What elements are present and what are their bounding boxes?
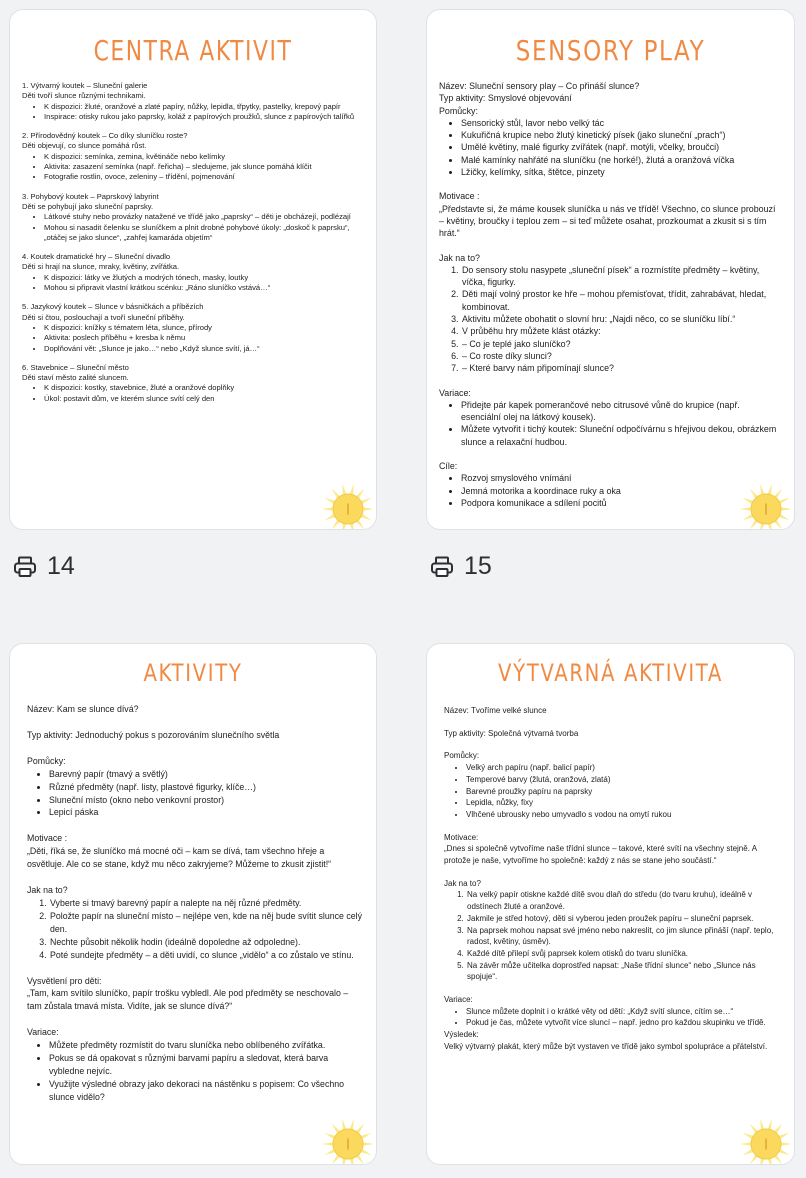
card-content	[10, 81, 376, 404]
list-item: • Pokud je čas, můžete vytvořit více sluncí – např. jedno pro každou skupinku ve třídě.	[466, 1017, 780, 1029]
section-subtitle: Děti staví město zalité sluncem.	[22, 373, 129, 383]
sun-ray	[781, 507, 790, 511]
page-number: 15	[464, 552, 492, 580]
sun-icon	[734, 477, 790, 529]
section-nazev	[444, 705, 780, 717]
section-list	[22, 152, 362, 183]
section-variace	[439, 387, 780, 448]
section-jak-na-to	[27, 884, 362, 961]
motivace-text: „Představte si, že máme kousek sluníčka u nás ve třídě! Všechno, co slunce probouzí – květiny, broučky i teplou zem – si teď můžete osahat, prozkoumat a zkusit si s tím hrát.“	[439, 203, 776, 239]
list-item: 1. Vyberte si tmavý barevný papír a nalepte na něj různé předměty.	[49, 897, 362, 910]
sun-ray	[768, 1119, 772, 1130]
list-item: • Pokus se dá opakovat s různými barvami papíru a sledovat, která barva vybledne nejvíc.	[49, 1052, 362, 1078]
cile-list	[439, 472, 780, 509]
section-jazykovy-koutek	[22, 302, 362, 353]
sun-ray	[350, 1119, 354, 1130]
pomucky-label: Pomůcky:	[27, 755, 66, 766]
section-cile	[439, 460, 780, 509]
steps-list	[27, 897, 362, 962]
list-item: • Jemná motorika a koordinace ruky a oka	[461, 485, 780, 497]
sun-ray	[781, 1142, 790, 1146]
card-title: AKTIVITY	[143, 659, 243, 687]
list-item: • Aktivita: poslech příběhu + kresba k němu	[44, 333, 362, 343]
list-item: • K dispozici: knížky s tématem léta, slunce, přírody	[44, 323, 362, 333]
list-item: • Inspirace: otisky rukou jako paprsky, koláž z papírových proužků, slunce z papírových talířků	[44, 112, 362, 122]
activity-name: Název: Tvoříme velké slunce	[444, 706, 547, 715]
list-item: • Barevné proužky papíru na paprsky	[466, 786, 780, 798]
list-item: 3. Nechte působit několik hodin (ideálně dopoledne až odpoledne).	[49, 936, 362, 949]
list-item: • Sensorický stůl, lavor nebo velký tác	[461, 117, 780, 129]
sun-ray	[363, 1142, 372, 1146]
section-subtitle: Děti tvoří slunce různými technikami.	[22, 91, 146, 101]
list-item: • Sluneční místo (okno nebo venkovní prostor)	[49, 794, 362, 807]
list-item: • Můžete předměty rozmístit do tvaru sluníčka nebo oblíbeného zvířátka.	[49, 1039, 362, 1052]
card-content	[427, 705, 794, 1053]
sun-icon	[734, 1112, 790, 1164]
section-subtitle: Děti si čtou, poslouchají a tvoří sluneční příběhy.	[22, 312, 185, 322]
section-subtitle: Děti se pohybují jako sluneční paprsky.	[22, 201, 154, 211]
section-heading: 2. Přírodovědný koutek – Co díky sluníčku roste?	[22, 131, 188, 141]
section-heading: 1. Výtvarný koutek – Sluneční galerie	[22, 81, 148, 90]
pomucky-list	[444, 762, 780, 821]
list-item: 1. Na velký papír otiskne každé dítě svou dlaň do středu (do tvaru kruhu), ideálně v odstínech žluté a oranžové.	[466, 889, 780, 912]
vysledek-label: Výsledek:	[444, 1030, 479, 1040]
sun-ray	[363, 507, 372, 511]
section-list	[22, 212, 362, 243]
section-heading: 6. Stavebnice – Sluneční město	[22, 362, 129, 372]
motivace-label: Motivace :	[27, 833, 68, 844]
motivace-text: „Děti, říká se, že sluníčko má mocné oči – kam se dívá, tam všechno hřeje a osvětluje. Ale co se stane, když mu něco zakryjeme? Můžeme to zkusit zjistit!“	[27, 846, 332, 870]
sun-icon	[316, 477, 372, 529]
sun-icon	[316, 1112, 372, 1164]
sun-ray	[768, 484, 772, 495]
activity-type: Typ aktivity: Jednoduchý pokus s pozorováním slunečního světla	[27, 729, 280, 740]
list-item: • Úkol: postavit dům, ve kterém slunce svítí celý den	[44, 394, 362, 404]
activity-type: Typ aktivity: Společná výtvarná tvorba	[444, 728, 579, 738]
motivace-label: Motivace :	[439, 191, 480, 202]
card-title: CENTRA AKTIVIT	[93, 34, 293, 67]
section-intro	[439, 80, 780, 178]
section-variace	[27, 1026, 362, 1103]
list-item: • Různé předměty (např. listy, plastové figurky, klíče…)	[49, 781, 362, 794]
sun-ray	[322, 1142, 333, 1146]
list-item: 4. Poté sundejte předměty – a děti uvidí, co slunce „vidělo“ a co zůstalo ve stínu.	[49, 949, 362, 962]
section-subtitle: Děti objevují, co slunce pomáhá růst.	[22, 141, 147, 151]
variace-label: Variace:	[27, 1027, 59, 1038]
list-item: 5. – Co je teplé jako sluníčko?	[461, 338, 780, 350]
pomucky-list	[27, 768, 362, 820]
page-indicator-14[interactable]	[13, 552, 75, 581]
list-item: • Velký arch papíru (např. balicí papír)	[466, 762, 780, 774]
list-item: • Můžete vytvořit i tichý koutek: Sluneční odpočívárnu s hřejivou dekou, obrázkem slunce a relaxační hudbou.	[461, 423, 780, 448]
card-content	[10, 703, 376, 1104]
list-item: • Mohou si připravit vlastní krátkou scénku: „Ráno sluníčko vstává…“	[44, 283, 362, 293]
list-item: • Kukuřičná krupice nebo žlutý kinetický písek (jako sluneční „prach“)	[461, 129, 780, 141]
activity-name: Název: Kam se slunce dívá?	[27, 704, 139, 714]
page-number: 14	[47, 552, 75, 580]
sun-ray	[350, 484, 354, 495]
section-heading: 4. Koutek dramatické hry – Sluneční divadlo	[22, 252, 171, 262]
section-pomucky	[27, 755, 362, 820]
list-item: 3. Aktivitu můžete obohatit o slovní hru: „Najdi něco, co se sluníčku líbí.“	[461, 313, 780, 325]
list-item: • Slunce můžete doplnit i o krátké věty od dětí: „Když svítí slunce, cítím se…“	[466, 1006, 780, 1018]
list-item: 7. – Které barvy nám připomínají slunce?	[461, 362, 780, 374]
section-list	[22, 383, 362, 404]
section-jak-na-to	[444, 878, 780, 983]
section-typ	[444, 728, 780, 740]
variace-label: Variace:	[444, 995, 473, 1005]
jak-label: Jak na to?	[439, 252, 480, 263]
section-list	[22, 102, 362, 123]
card-title: SENSORY PLAY	[515, 34, 706, 67]
page-card-17[interactable]	[426, 643, 795, 1165]
section-pohybovy-koutek	[22, 192, 362, 243]
variace-list	[444, 1006, 780, 1029]
vysvetleni-text: „Tam, kam svítilo sluníčko, papír trošku vybledl. Ale pod předměty se neschovalo – tam zůstala tmavá místa. Vidíte, jak se slunce dívá?“	[27, 988, 349, 1012]
steps-list	[444, 889, 780, 983]
steps-list	[439, 264, 780, 375]
list-item: • Temperové barvy (žlutá, oranžová, zlatá)	[466, 774, 780, 786]
list-item: 4. Každé dítě přilepí svůj paprsek kolem otisků do tvaru sluníčka.	[466, 948, 780, 960]
section-list	[22, 273, 362, 294]
section-heading: 3. Pohybový koutek – Paprskový labyrint	[22, 191, 159, 201]
sun-ray	[322, 507, 333, 511]
list-item: • Podpora komunikace a sdílení pocitů	[461, 497, 780, 509]
list-item: • K dispozici: látky ve žlutých a modrých tónech, masky, loutky	[44, 273, 362, 283]
section-vytvarny-koutek	[22, 81, 362, 122]
list-item: • Vlhčené ubrousky nebo umyvadlo s vodou na omytí rukou	[466, 809, 780, 821]
printer-icon[interactable]	[13, 556, 37, 578]
list-item: 3. Na paprsek mohou napsat své jméno nebo nakreslit, co jim slunce přináší (např. teplo, radost, květiny, úsměv).	[466, 925, 780, 948]
sun-ray	[760, 484, 764, 495]
list-item: • Lepicí páska	[49, 806, 362, 819]
section-heading: 5. Jazykový koutek – Slunce v básničkách a příbězích	[22, 302, 204, 312]
variace-list	[27, 1039, 362, 1104]
section-nazev	[27, 703, 362, 716]
section-variace	[444, 994, 780, 1053]
list-item: • Umělé květiny, malé figurky zvířátek (např. motýli, včelky, broučci)	[461, 141, 780, 153]
section-typ	[27, 729, 362, 742]
vysvetleni-label: Vysvětlení pro děti:	[27, 975, 102, 986]
printer-icon[interactable]	[430, 556, 454, 578]
list-item: • Látkové stuhy nebo provázky natažené ve třídě jako „paprsky“ – děti je obcházejí, podlézají	[44, 212, 362, 222]
section-subtitle: Děti si hrají na slunce, mraky, květiny, zvířátka.	[22, 262, 180, 272]
list-item: • Rozvoj smyslového vnímání	[461, 472, 780, 484]
pomucky-list	[439, 117, 780, 178]
list-item: 2. Položte papír na sluneční místo – nejlépe ven, kde na něj bude svítit slunce celý den.	[49, 910, 362, 936]
pomucky-label: Pomůcky:	[439, 105, 478, 116]
list-item: • Lepidla, nůžky, fixy	[466, 797, 780, 809]
section-prirodovedny-koutek	[22, 131, 362, 182]
list-item: 5. Na závěr může učitelka doprostřed napsat: „Naše třídní slunce“ nebo „Slunce nás spojuje“.	[466, 960, 780, 983]
section-motivace	[444, 832, 780, 867]
vysledek-text: Velký výtvarný plakát, který může být vystaven ve třídě jako symbol spolupráce a přátelství.	[444, 1041, 768, 1051]
section-stavebnice	[22, 363, 362, 404]
list-item: 4. V průběhu hry můžete klást otázky:	[461, 325, 780, 337]
list-item: • Doplňování vět: „Slunce je jako…“ nebo „Když slunce svítí, já…“	[44, 344, 362, 354]
page-card-16[interactable]	[9, 643, 377, 1165]
card-title: VÝTVARNÁ AKTIVITA	[497, 659, 724, 687]
list-item: • Přidejte pár kapek pomerančové nebo citrusové vůně do krupice (např. esenciální olej na látkový kousek).	[461, 399, 780, 424]
activity-type: Typ aktivity: Smyslové objevování	[439, 93, 572, 104]
page-card-15[interactable]	[426, 9, 795, 530]
page-indicator-15[interactable]	[430, 552, 492, 581]
list-item: 6. – Co roste díky slunci?	[461, 350, 780, 362]
list-item: • K dispozici: žluté, oranžové a zlaté papíry, nůžky, lepidla, třpytky, pastelky, krepový papír	[44, 102, 362, 112]
section-motivace	[439, 190, 780, 239]
variace-list	[439, 399, 780, 448]
section-vysvetleni	[27, 975, 362, 1014]
list-item: • Mohou si nasadit čelenku se sluníčkem a plnit drobné pohybové úkoly: „doskoč k paprsku“, „otáčej se jako slunce“, „zahřej kamaráda objetím“	[44, 223, 362, 244]
sun-ray	[342, 1119, 346, 1130]
list-item: 2. Jakmile je střed hotový, děti si vyberou jeden proužek papíru – sluneční paprsek.	[466, 913, 780, 925]
motivace-text: „Dnes si společně vytvoříme naše třídní slunce – takové, které svítí na všechny stejně. A protože je naše, vytvoříme ho společně: každý z nás se stane jeho součástí.“	[444, 844, 757, 866]
sun-ray	[740, 507, 751, 511]
section-jak-na-to	[439, 252, 780, 375]
list-item: • Fotografie rostlin, ovoce, zeleniny – třídění, pojmenování	[44, 172, 362, 182]
list-item: • Barevný papír (tmavý a světlý)	[49, 768, 362, 781]
card-content	[427, 80, 794, 509]
section-dramaticke-hry	[22, 252, 362, 293]
list-item: • Aktivita: zasazení semínka (např. řeřicha) – sledujeme, jak slunce pomáhá klíčit	[44, 162, 362, 172]
list-item: • K dispozici: semínka, zemina, květináče nebo kelímky	[44, 152, 362, 162]
list-item: • Lžičky, kelímky, sítka, štětce, pinzety	[461, 166, 780, 178]
pomucky-label: Pomůcky:	[444, 751, 480, 761]
motivace-label: Motivace:	[444, 832, 479, 842]
sun-ray	[740, 1142, 751, 1146]
jak-label: Jak na to?	[444, 878, 481, 888]
cile-label: Cíle:	[439, 461, 458, 472]
list-item: • K dispozici: kostky, stavebnice, žluté a oranžové doplňky	[44, 383, 362, 393]
section-list	[22, 323, 362, 354]
activity-name: Název: Sluneční sensory play – Co přináší slunce?	[439, 81, 640, 91]
list-item: 1. Do sensory stolu nasypete „sluneční písek“ a rozmístíte předměty – květiny, víčka, figurky.	[461, 264, 780, 289]
sun-ray	[760, 1119, 764, 1130]
list-item: • Malé kamínky nahřáté na sluníčku (ne horké!), žlutá a oranžová víčka	[461, 154, 780, 166]
section-motivace	[27, 832, 362, 871]
variace-label: Variace:	[439, 387, 471, 398]
sun-ray	[342, 484, 346, 495]
section-pomucky	[444, 750, 780, 820]
page-card-14[interactable]	[9, 9, 377, 530]
jak-label: Jak na to?	[27, 885, 68, 896]
list-item: 2. Děti mají volný prostor ke hře – mohou přemisťovat, třídit, zahrabávat, hledat, kombinovat.	[461, 288, 780, 313]
list-item: • Využijte výsledné obrazy jako dekoraci na nástěnku s popisem: Co všechno slunce vidělo?	[49, 1078, 362, 1104]
